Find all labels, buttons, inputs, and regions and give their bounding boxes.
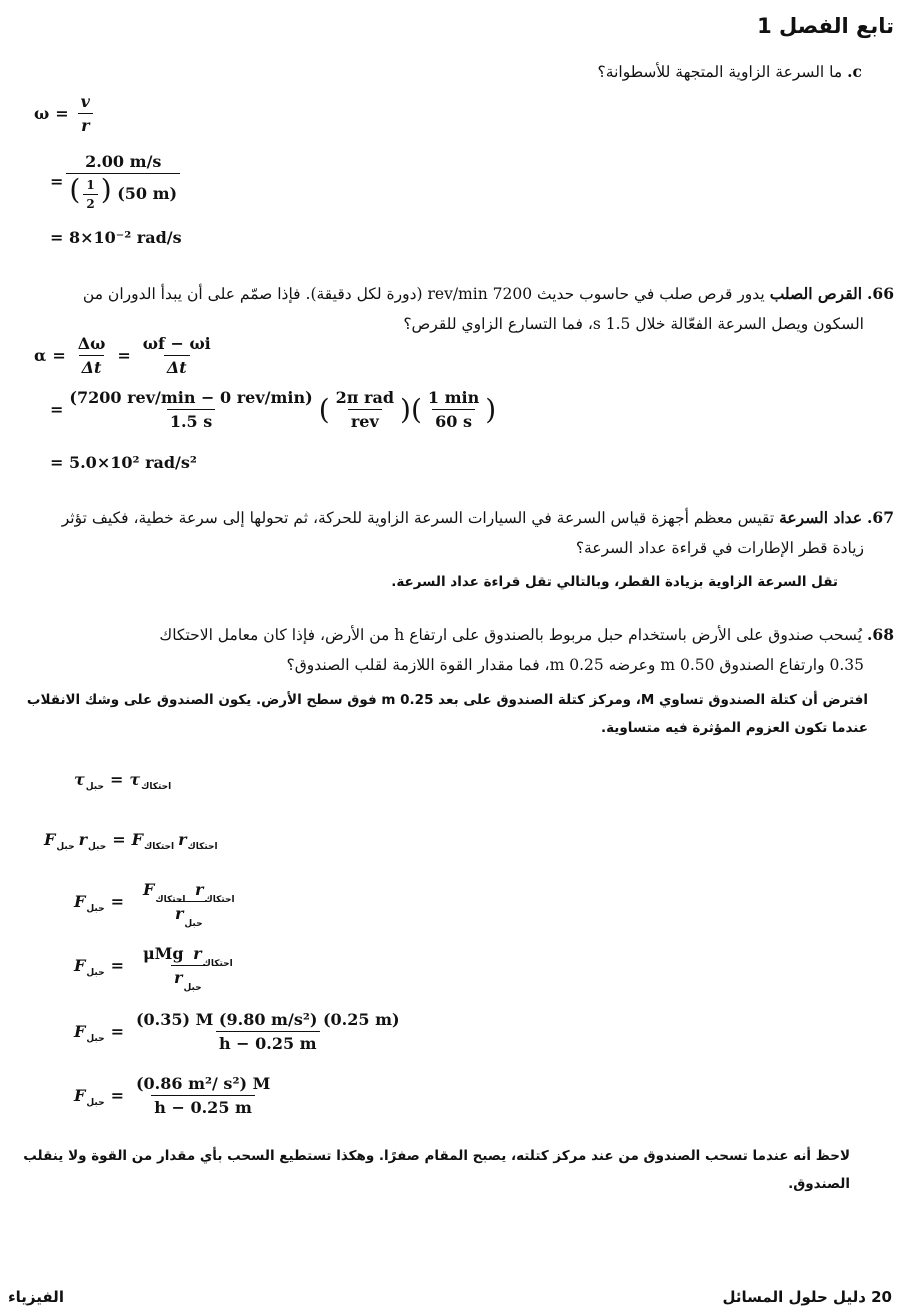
fraction-delta-omega (75, 334, 109, 377)
radius-symbol: r (195, 880, 204, 899)
denominator-height: h − 0.25 m (151, 1095, 255, 1117)
denominator-height: h − 0.25 m (216, 1031, 320, 1053)
equals-sign: = (109, 770, 124, 789)
fraction-min-per-s (425, 388, 482, 431)
force-symbol: F (131, 830, 143, 849)
answer-68 (8, 686, 868, 742)
numerator-final: (0.86 m²/ s²) M (135, 1074, 271, 1093)
force-symbol: F (74, 1086, 86, 1105)
note-paragraph (5, 1142, 850, 1198)
question-68 (4, 620, 894, 680)
chapter-header: تابع الفصل 1 (757, 14, 894, 38)
subscript-rope: حبل (86, 1097, 105, 1108)
half-den: 2 (83, 194, 97, 211)
radius-symbol: r (78, 830, 87, 849)
radius-symbol: r (174, 968, 183, 987)
question-68-number: 68. (867, 625, 894, 644)
eq-omega (34, 92, 96, 135)
note-line1: لاحظ أنه عندما تسحب الصندوق من عند مركز كتلته، يصبح المقام صفرًا. وهكذا تستطيع السحب بأي مقدار من القوة ولا ينقلب (23, 1148, 850, 1164)
force-symbol: F (74, 892, 86, 911)
subscript-rope: حبل (86, 967, 105, 978)
eq-force-rope-2 (74, 944, 246, 993)
note-line2: الصندوق. (788, 1176, 850, 1192)
question-66-number: 66. (867, 284, 894, 303)
question-68-line1: يُسحب صندوق على الأرض باستخدام حبل مربوط بالصندوق على ارتفاع h من الأرض، فإذا كان معامل الاحتكاك (159, 626, 863, 644)
fraction-omega-diff (140, 334, 214, 377)
force-symbol: F (74, 1022, 86, 1041)
subscript-friction: احتكاك (141, 781, 172, 792)
equals-sign: = (112, 830, 126, 849)
numerator-delta-omega: Δω (77, 334, 106, 353)
subscript-friction: احتكاك (202, 959, 233, 969)
question-66-line1: يدور قرص صلب في حاسوب حديث 7200 rev/min (دورة لكل دقيقة). فإذا صمّم على أن يبدأ الدوران من (82, 285, 765, 303)
subscript-rope: حبل (86, 903, 105, 914)
question-67-line1: تقيس معظم أجهزة قياس السرعة في السيارات السرعة الزاوية للحركة، ثم تحولها إلى سرعة خطية، فكيف تؤثر (61, 509, 775, 527)
answer-68-line1: افترض أن كتلة الصندوق تساوي M، ومركز كتلة الصندوق على بعد 0.25 m فوق سطح الأرض. يكون الصندوق على وشك الانقلاب (26, 692, 868, 708)
equals-sign: = (110, 1086, 124, 1105)
eq-force-rope-4 (74, 1074, 276, 1117)
equals-sign: = (55, 104, 69, 123)
subscript-rope: حبل (88, 841, 107, 852)
eq-force-radius (44, 830, 218, 852)
question-66 (4, 279, 894, 339)
denominator-delta-t: Δt (164, 355, 190, 377)
footer-subject: الفيزياء (8, 1288, 64, 1306)
numerator-v: v (80, 92, 90, 111)
question-66-title: القرص الصلب (769, 284, 863, 303)
question-c-text: ما السرعة الزاوية المتجهة للأسطوانة؟ (597, 63, 843, 81)
numerator-speed: 2.00 m/s (85, 152, 162, 171)
eq-force-rope-1 (74, 880, 248, 929)
eq-alpha (34, 334, 217, 377)
footer-page-label: 20 دليل حلول المسائل (722, 1288, 892, 1306)
subscript-rope: حبل (86, 1033, 105, 1044)
fraction-force-ratio (133, 880, 245, 929)
alpha-symbol: α (34, 346, 47, 365)
numerator-numeric: (0.35) M (9.80 m/s²) (0.25 m) (135, 1010, 400, 1029)
question-c (598, 57, 862, 87)
fraction-numeric (133, 1010, 403, 1053)
numerator-rad: 2π rad (335, 388, 395, 407)
answer-68-line2: عندما تكون العزوم المؤثرة فيه متساوية. (600, 720, 868, 736)
eq-torque (74, 770, 172, 792)
denominator-time: 1.5 s (167, 409, 215, 431)
radius-symbol: r (178, 830, 187, 849)
omega-symbol: ω (34, 104, 50, 123)
fraction-v-over-r (78, 92, 93, 135)
equals-sign: = (50, 400, 64, 419)
denominator-radius: ( $\frac{1}{2}$ ) (50 m) (66, 173, 180, 211)
radius-symbol: r (193, 944, 202, 963)
equals-sign: = (50, 172, 64, 191)
subscript-friction: احتكاك (204, 895, 235, 905)
eq-force-rope-3 (74, 1010, 406, 1053)
radius-symbol: r (174, 904, 184, 923)
denominator-rev: rev (348, 409, 382, 431)
question-67-number: 67. (867, 508, 894, 527)
question-c-label: c. (847, 62, 862, 81)
half-num: 1 (86, 178, 95, 192)
eq-alpha-result: = 5.0×10² rad/s² (50, 453, 197, 472)
subscript-rope: حبل (85, 781, 104, 792)
eq-omega-values (50, 152, 183, 211)
denominator-delta-t: Δt (79, 355, 105, 377)
question-66-line2: السكون ويصل السرعة الفعّالة خلال 1.5 s، فما التسارع الزاوي للقرص؟ (403, 315, 864, 333)
equals-sign: = (110, 892, 124, 911)
question-67-title: عداد السرعة (779, 508, 863, 527)
equals-sign: = (52, 346, 66, 365)
mu-mg-term: μMg (142, 944, 184, 963)
force-symbol: F (44, 830, 56, 849)
denominator-s: 60 s (432, 409, 475, 431)
subscript-friction: احتكاك (155, 895, 186, 905)
question-67-line2: زيادة قطر الإطارات في قراءة عداد السرعة؟ (575, 539, 864, 557)
fraction-rad-per-rev (333, 388, 397, 431)
denominator-r: r (78, 113, 92, 135)
subscript-rope: حبل (184, 919, 203, 929)
eq-alpha-values: = $\frac{\text{(7200 rev/min − 0 rev/min)}}{1.5 s}$ ( $\frac{\text{2π rad}}{\text{rev}}$ )( $\frac{1 \min}{60 s}$ ) (50, 388, 497, 431)
fraction-mu-mg (133, 944, 243, 993)
equals-sign: = (110, 956, 124, 975)
force-symbol: F (142, 880, 155, 899)
subscript-friction: احتكاك (187, 841, 218, 852)
subscript-rope: حبل (183, 983, 202, 993)
fraction-final (133, 1074, 273, 1117)
answer-67: تقل السرعة الزاوية بزيادة القطر، وبالتالي تقل قراءة عداد السرعة. (391, 574, 838, 590)
subscript-friction: احتكاك (143, 841, 175, 852)
equals-sign: = (117, 346, 131, 365)
subscript-rope: حبل (56, 841, 75, 852)
tau-symbol: τ (74, 770, 85, 789)
tau-symbol: τ (129, 770, 141, 789)
force-symbol: F (74, 956, 86, 975)
eq-omega-result: = 8×10⁻² rad/s (50, 228, 182, 247)
numerator-min: 1 min (427, 388, 480, 407)
fraction-speed-over-radius (66, 152, 180, 211)
numerator-omega-diff: ωf − ωi (142, 334, 211, 353)
question-68-line2: 0.35 وارتفاع الصندوق 0.50 m وعرضه 0.25 m، فما مقدار القوة اللازمة لقلب الصندوق؟ (286, 656, 864, 674)
question-67 (4, 503, 894, 563)
radius-value: (50 m) (117, 184, 178, 203)
equals-sign: = (110, 1022, 124, 1041)
fraction-rev-over-time (66, 388, 315, 431)
numerator-rev: (7200 rev/min − 0 rev/min) (69, 388, 313, 407)
